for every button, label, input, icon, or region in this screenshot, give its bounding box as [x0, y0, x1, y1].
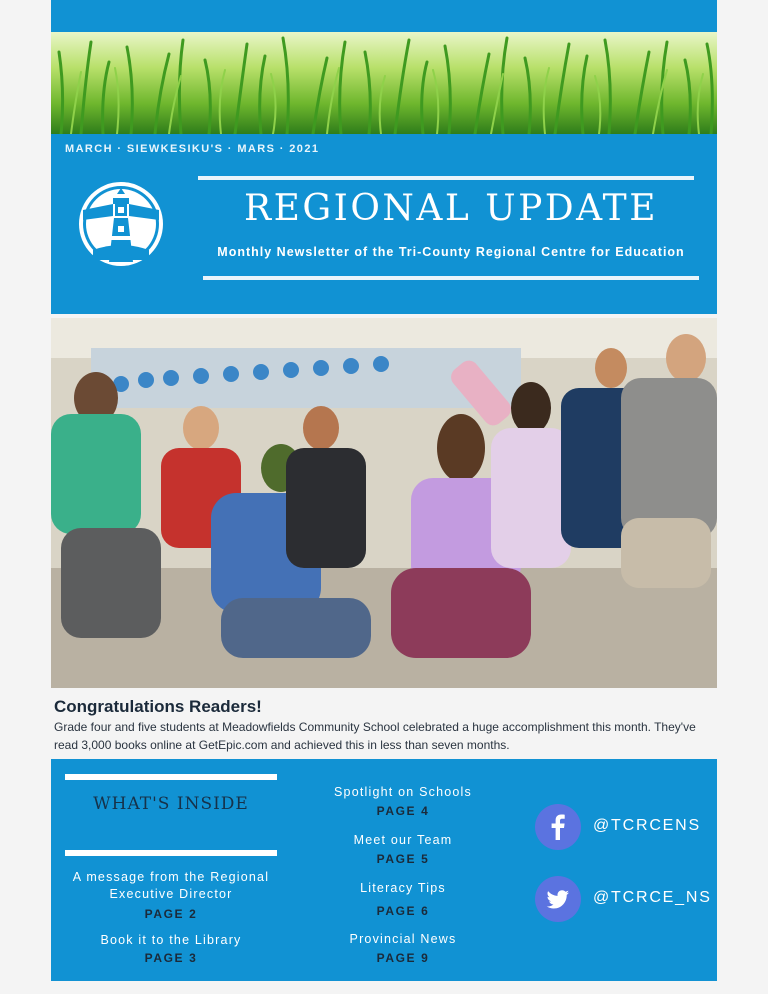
facebook-handle: @TCRCENS: [593, 817, 701, 834]
classroom-photo: [51, 318, 717, 688]
toc-item-label[interactable]: A message from the Regional Executive Director: [72, 870, 270, 901]
twitter-handle: @TCRCE_NS: [593, 889, 712, 906]
toc-item-label[interactable]: Meet our Team: [353, 833, 453, 847]
title-rule-bottom: [203, 276, 699, 280]
toc-item-page: PAGE 6: [376, 904, 430, 918]
twitter-icon: [535, 876, 581, 922]
masthead: [51, 134, 717, 314]
whats-inside-title: WHAT'S INSIDE: [93, 794, 249, 814]
issue-date-line: MARCH · SIEWKESIKU'S · MARS · 2021: [65, 143, 320, 155]
inside-rule-bottom: [65, 850, 277, 856]
story-heading: Congratulations Readers!: [54, 697, 262, 716]
toc-item-label[interactable]: Provincial News: [349, 932, 457, 946]
story-body: Grade four and five students at Meadowfields Community School celebrated a huge accomplishment this month. They've read 3,000 books online at GetEpic.com and achieved this in less than seven months.: [54, 720, 696, 752]
facebook-icon: [535, 804, 581, 850]
top-bar: [51, 0, 717, 32]
toc-item-page: PAGE 2: [144, 907, 198, 921]
title-rule-top: [198, 176, 694, 180]
facebook-link[interactable]: [535, 804, 715, 852]
whats-inside-panel: [51, 759, 717, 981]
toc-item-label[interactable]: Book it to the Library: [100, 933, 242, 947]
toc-item-page: PAGE 3: [144, 951, 198, 965]
toc-item-page: PAGE 4: [376, 804, 430, 818]
inside-rule-top: [65, 774, 277, 780]
toc-item-page: PAGE 9: [376, 951, 430, 965]
newsletter-page: [51, 0, 717, 994]
newsletter-title: REGIONAL UPDATE: [244, 188, 658, 229]
toc-item-page: PAGE 5: [376, 852, 430, 866]
toc-item-label[interactable]: Spotlight on Schools: [334, 785, 472, 799]
lighthouse-icon: [77, 180, 165, 268]
toc-item-label[interactable]: Literacy Tips: [360, 881, 446, 895]
twitter-link[interactable]: [535, 876, 715, 924]
newsletter-subtitle: Monthly Newsletter of the Tri-County Regional Centre for Education: [217, 245, 685, 259]
grass-banner: [51, 32, 717, 134]
